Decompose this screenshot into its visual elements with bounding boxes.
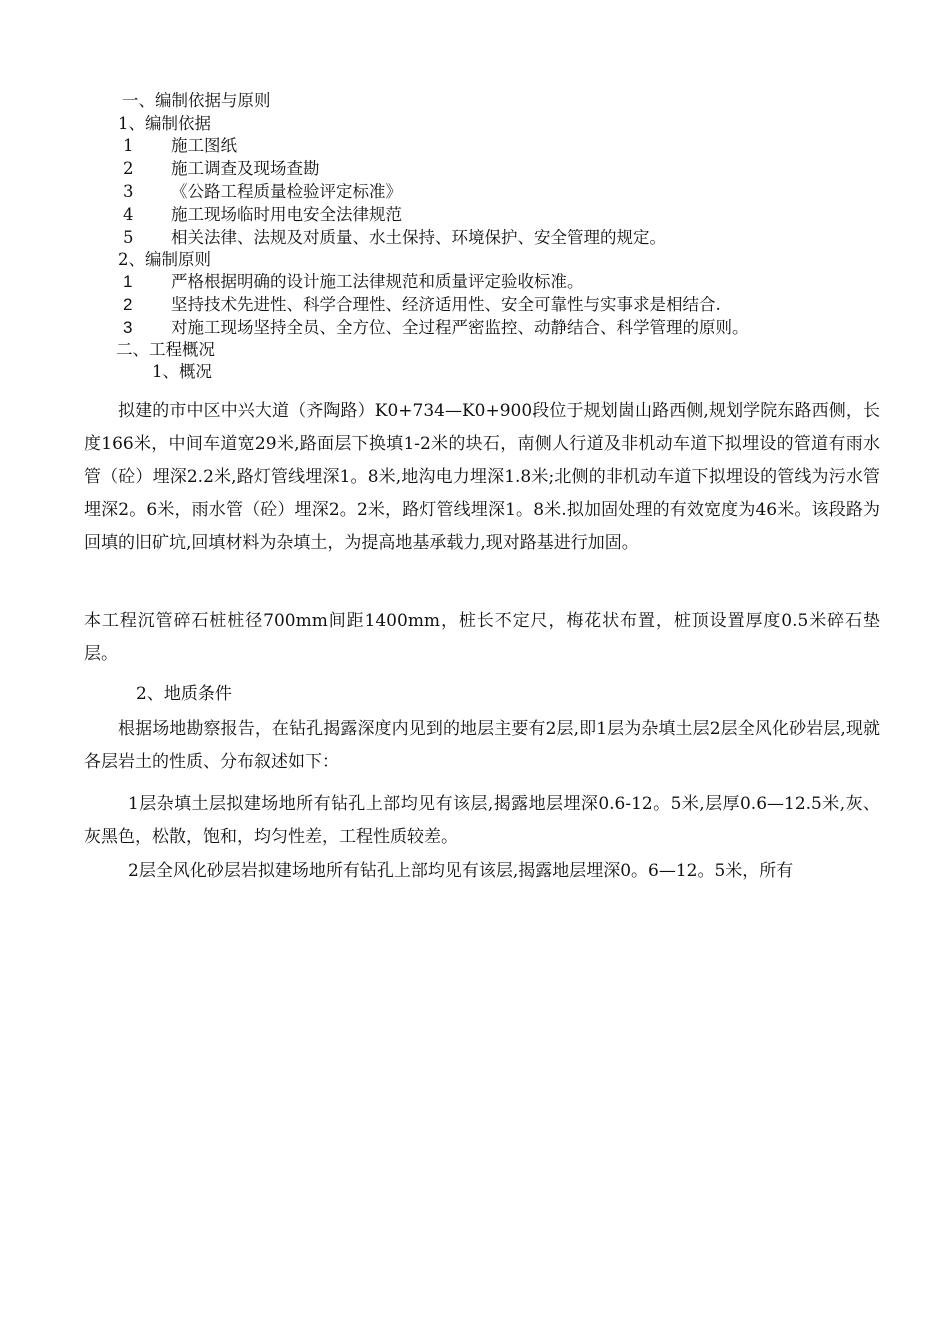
overview-pile-paragraph: 本工程沉管碎石桩桩径700mm间距1400mm，桩长不定尺，梅花状布置，桩顶设置厚度0.5米碎石垫层。: [84, 611, 880, 664]
list-text: 坚持技术先进性、科学合理性、经济适用性、安全可靠性与实事求是相结合.: [171, 295, 721, 314]
list-number: 1: [123, 272, 133, 291]
basis-item: [123, 204, 402, 226]
list-text: 严格根据明确的设计施工法律规范和质量评定验收标准。: [171, 272, 584, 291]
principle-item: [123, 294, 721, 316]
overview-heading: 1、概况: [152, 362, 212, 381]
list-number: 1: [123, 136, 134, 155]
list-text: 施工图纸: [171, 136, 237, 155]
section-1-heading: 一、编制依据与原则: [122, 91, 271, 110]
list-text: 施工现场临时用电安全法律规范: [171, 205, 402, 224]
principle-item: [123, 317, 749, 339]
geology-layer-2-paragraph: 2层全风化砂层岩拟建场地所有钻孔上部均见有该层,揭露地层埋深0。6—12。5米，所有: [128, 861, 794, 881]
list-number: 2: [123, 159, 134, 178]
principle-item: [123, 271, 584, 293]
section-2-heading: 二、工程概况: [116, 340, 215, 359]
list-number: 5: [123, 228, 134, 247]
list-text: 施工调查及现场查勘: [171, 159, 320, 178]
list-number: 3: [123, 182, 134, 201]
list-number: 2: [123, 295, 133, 314]
list-number: 4: [123, 205, 134, 224]
basis-item: [123, 135, 237, 157]
basis-heading: 1、编制依据: [118, 114, 211, 133]
list-text: 对施工现场坚持全员、全方位、全过程严密监控、动静结合、科学管理的原则。: [171, 318, 749, 337]
principles-heading: 2、编制原则: [118, 250, 211, 269]
list-text: 相关法律、法规及对质量、水土保持、环境保护、安全管理的规定。: [171, 228, 666, 247]
basis-item: [123, 158, 320, 180]
basis-item: [123, 181, 402, 203]
list-text: 《公路工程质量检验评定标准》: [171, 182, 402, 201]
geology-heading: 2、地质条件: [136, 684, 232, 704]
list-number: 3: [123, 318, 133, 337]
overview-paragraph: 拟建的市中区中兴大道（齐陶路）K0+734—K0+900段位于规划崮山路西侧,规划学院东路西侧，长度166米，中间车道宽29米,路面层下换填1-2米的块石，南侧人行道及非机动车道下拟埋设的管道有雨水管（砼）埋深2.2米,路灯管线埋深1。8米,地沟电力埋深1.8米;北侧的非机动车道下拟埋设的管线为污水管埋深2。6米，雨水管（砼）埋深2。2米，路灯管线埋深1。8米.拟加固处理的有效宽度为46米。该段路为回填的旧矿坑,回填材料为杂填土，为提高地基承载力,现对路基进行加固。: [84, 401, 880, 553]
geology-layer-1-paragraph: 1层杂填土层拟建场地所有钻孔上部均见有该层,揭露地层埋深0.6-12。5米,层厚0.6—12.5米,灰、灰黑色，松散，饱和，均匀性差，工程性质较差。: [84, 794, 880, 847]
geology-paragraph: 根据场地勘察报告，在钻孔揭露深度内见到的地层主要有2层,即1层为杂填土层2层全风化砂岩层,现就各层岩土的性质、分布叙述如下：: [84, 719, 880, 772]
basis-item: [123, 227, 666, 249]
